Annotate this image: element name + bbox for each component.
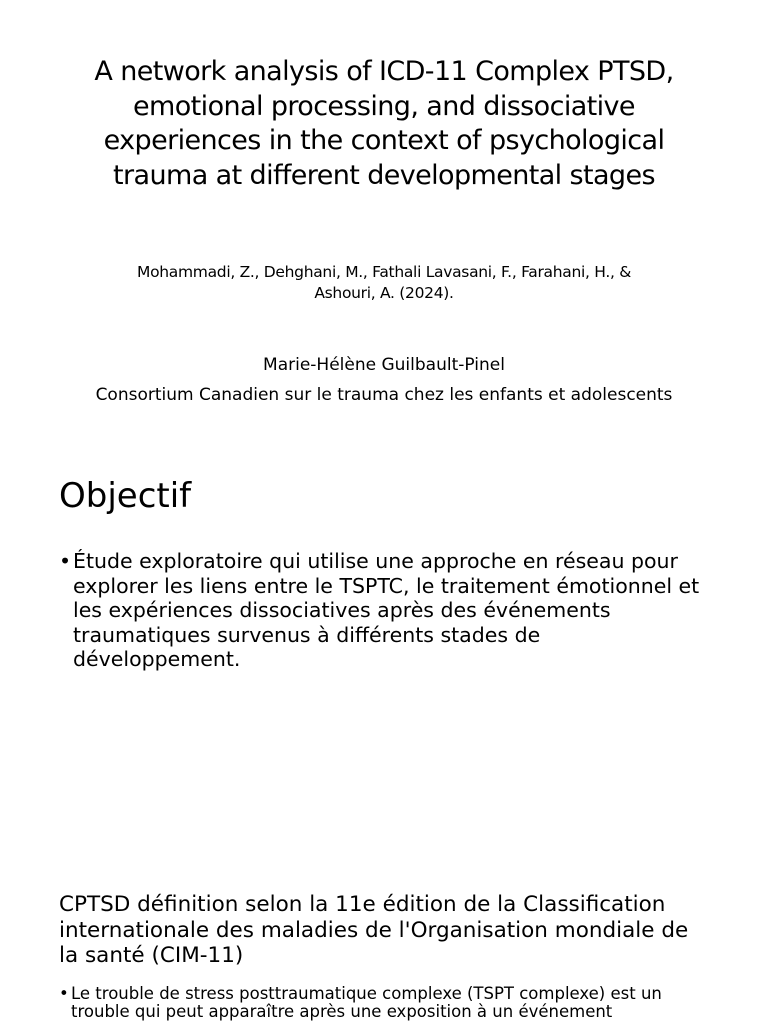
cptsd-definition-heading: CPTSD définition selon la 11e édition de la Classification internationale des maladies de l'Organisation mondiale de la santé (CIM-11)	[59, 892, 689, 968]
presenter-name: Marie-Hélène Guilbault-Pinel	[263, 355, 505, 375]
citation: Mohammadi, Z., Dehghani, M., Fathali Lavasani, F., Farahani, H., & Ashouri, A. (2024).	[137, 263, 631, 302]
organization-name: Consortium Canadien sur le trauma chez les enfants et adolescents	[95, 385, 673, 405]
objective-bullet-item	[59, 549, 709, 672]
bullet-dot-icon: •	[59, 984, 69, 1003]
objective-bullet-list	[59, 549, 709, 672]
definition-bullet-list	[59, 985, 709, 1020]
definition-bullet-item	[59, 985, 709, 1020]
paper-title: A network analysis of ICD-11 Complex PTSD, emotional processing, and dissociative experiences in the context of psychological trauma at different developmental stages	[94, 56, 674, 191]
objective-bullet-text: Étude exploratoire qui utilise une approche en réseau pour explorer les liens entre le TSPTC, le traitement émotionnel et les expériences dissociatives après des événements traumatiques survenus à différents stades de développement.	[73, 549, 700, 671]
objective-heading: Objectif	[59, 476, 192, 516]
bullet-dot-icon: •	[59, 549, 72, 573]
definition-bullet-text: Le trouble de stress posttraumatique complexe (TSPT complexe) est un trouble qui peut apparaître après une exposition à un événement	[71, 984, 662, 1021]
